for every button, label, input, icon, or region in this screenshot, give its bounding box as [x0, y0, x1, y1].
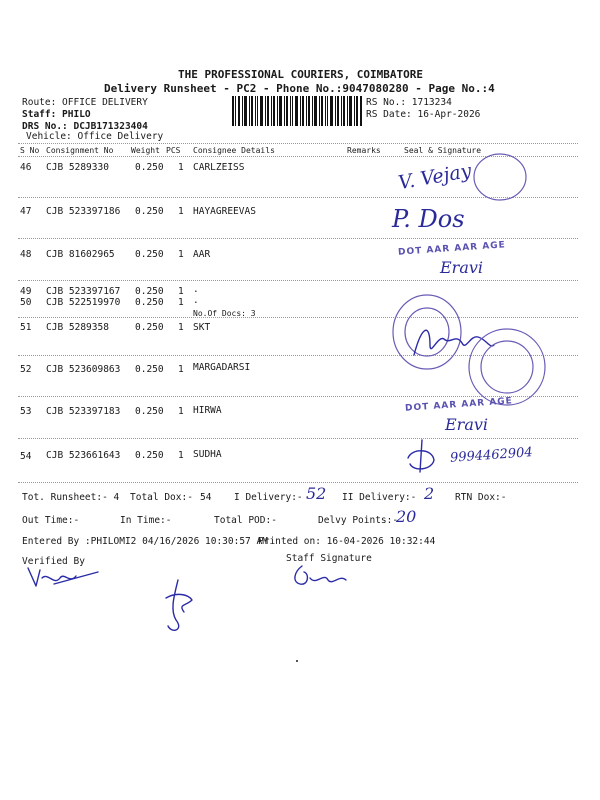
divider — [18, 238, 578, 239]
route-label: Route: OFFICE DELIVERY — [22, 97, 148, 108]
total-dox-label: Total Dox:- — [130, 492, 193, 503]
row-consignee: HIRWA — [193, 405, 222, 416]
stamp-aar-bottom: DOT AAR AAR AGE — [404, 396, 514, 414]
col-header-consignee: Consignee Details — [193, 146, 275, 155]
row-pcs: 1 — [178, 162, 184, 173]
no-of-docs: No.Of Docs: 3 — [193, 309, 256, 318]
row-weight: 0.250 — [135, 286, 164, 297]
row-weight: 0.250 — [135, 450, 164, 461]
row-pcs: 1 — [178, 297, 184, 308]
col-header-pcs: PCS — [166, 146, 181, 155]
round-stamp-46 — [470, 150, 530, 205]
col-header-seal: Seal & Signature — [404, 146, 482, 155]
col-header-consignment: Consignment No — [46, 146, 114, 155]
divider — [18, 482, 578, 483]
initial-signature — [162, 576, 202, 636]
row-consignee: CARLZEISS — [193, 162, 245, 173]
row-pcs: 1 — [178, 406, 184, 417]
row-weight: 0.250 — [135, 249, 164, 260]
row-consignment: CJB 523609863 — [46, 364, 121, 375]
drs-number: DRS No.: DCJB171323404 — [22, 121, 148, 132]
entered-by: Entered By :PHILOMI2 04/16/2026 10:30:57 AM — [22, 536, 268, 547]
total-pod-label: Total POD:- — [214, 515, 277, 526]
vehicle-label: Vehicle: Office Delivery — [26, 131, 164, 142]
delvy-points-value: 20 — [396, 507, 417, 526]
out-time-label: Out Time:- — [22, 515, 80, 526]
row-weight: 0.250 — [135, 297, 164, 308]
signature-row-46: V. Vejay — [396, 159, 474, 195]
phone-row-54: 9994462904 — [449, 445, 534, 466]
row-consignment: CJB 523397183 — [46, 406, 121, 417]
row-consignment: CJB 5289330 — [46, 162, 109, 173]
stamp-aar-top: DOT AAR AAR AGE — [397, 240, 507, 258]
row-consignee: SKT — [193, 322, 211, 333]
barcode-graphic — [232, 96, 362, 126]
col-header-sno: S No — [20, 146, 40, 155]
row-weight: 0.250 — [135, 364, 164, 375]
dot-mark — [296, 660, 298, 662]
row-sno: 49 — [20, 286, 32, 297]
total-dox-value: 54 — [200, 492, 212, 503]
in-time-label: In Time:- — [120, 515, 172, 526]
divider — [18, 143, 578, 144]
row-sno: 51 — [20, 322, 32, 333]
row-weight: 0.250 — [135, 322, 164, 333]
row-consignment: CJB 523397167 — [46, 286, 121, 297]
col-header-weight: Weight — [131, 146, 160, 155]
row-consignee: . — [193, 284, 199, 295]
signature-row-54 — [402, 438, 442, 478]
tot-runsheet: Tot. Runsheet:- 4 — [22, 492, 120, 503]
delvy-points-label: Delvy Points:- — [318, 515, 399, 526]
row-consignee: . — [193, 295, 199, 306]
row-pcs: 1 — [178, 206, 184, 217]
row-sno: 46 — [20, 162, 32, 173]
col-header-remarks: Remarks — [347, 146, 381, 155]
i-delivery-label: I Delivery:- — [234, 492, 303, 503]
staff-signature — [288, 562, 368, 592]
row-pcs: 1 — [178, 322, 184, 333]
staff-signature-label: Staff Signature — [286, 553, 372, 564]
stamp-aar-top-sign: Eravi — [440, 258, 484, 277]
row-pcs: 1 — [178, 364, 184, 375]
row-consignment: CJB 523397186 — [46, 206, 121, 217]
divider — [18, 280, 578, 281]
rtn-dox-label: RTN Dox:- — [455, 492, 507, 503]
barcode — [232, 96, 362, 126]
rs-date: RS Date: 16-Apr-2026 — [366, 109, 481, 120]
row-sno: 54 — [20, 451, 32, 462]
verified-by-label: Verified By — [22, 556, 85, 567]
row-sno: 48 — [20, 249, 32, 260]
row-sno: 50 — [20, 297, 32, 308]
row-consignee: AAR — [193, 249, 211, 260]
row-pcs: 1 — [178, 286, 184, 297]
stamp-aar-bottom-sign: Eravi — [445, 415, 489, 434]
row-consignee: SUDHA — [193, 449, 222, 460]
divider — [18, 438, 578, 439]
printed-on: Printed on: 16-04-2026 10:32:44 — [258, 536, 436, 547]
runsheet-title: Delivery Runsheet - PC2 - Phone No.:9047080280 - Page No.:4 — [104, 82, 495, 95]
row-pcs: 1 — [178, 450, 184, 461]
row-consignee: MARGADARSI — [193, 362, 251, 373]
company-name: THE PROFESSIONAL COURIERS, COIMBATORE — [178, 68, 424, 81]
verified-by-signature — [24, 564, 104, 594]
rs-number: RS No.: 1713234 — [366, 97, 452, 108]
row-consignment: CJB 5289358 — [46, 322, 109, 333]
row-consignee: HAYAGREEVAS — [193, 206, 256, 217]
i-delivery-value: 52 — [306, 484, 327, 503]
row-consignment: CJB 523661643 — [46, 450, 121, 461]
ii-delivery-label: II Delivery:- — [342, 492, 417, 503]
row-sno: 52 — [20, 364, 32, 375]
row-weight: 0.250 — [135, 162, 164, 173]
row-consignment: CJB 522519970 — [46, 297, 121, 308]
row-weight: 0.250 — [135, 206, 164, 217]
row-consignment: CJB 81602965 — [46, 249, 115, 260]
row-pcs: 1 — [178, 249, 184, 260]
signature-row-47: P. Dos — [392, 205, 465, 233]
staff-label: Staff: PHILO — [22, 109, 91, 120]
row-sno: 53 — [20, 406, 32, 417]
row-weight: 0.250 — [135, 406, 164, 417]
row-sno: 47 — [20, 206, 32, 217]
ii-delivery-value: 2 — [424, 484, 435, 503]
